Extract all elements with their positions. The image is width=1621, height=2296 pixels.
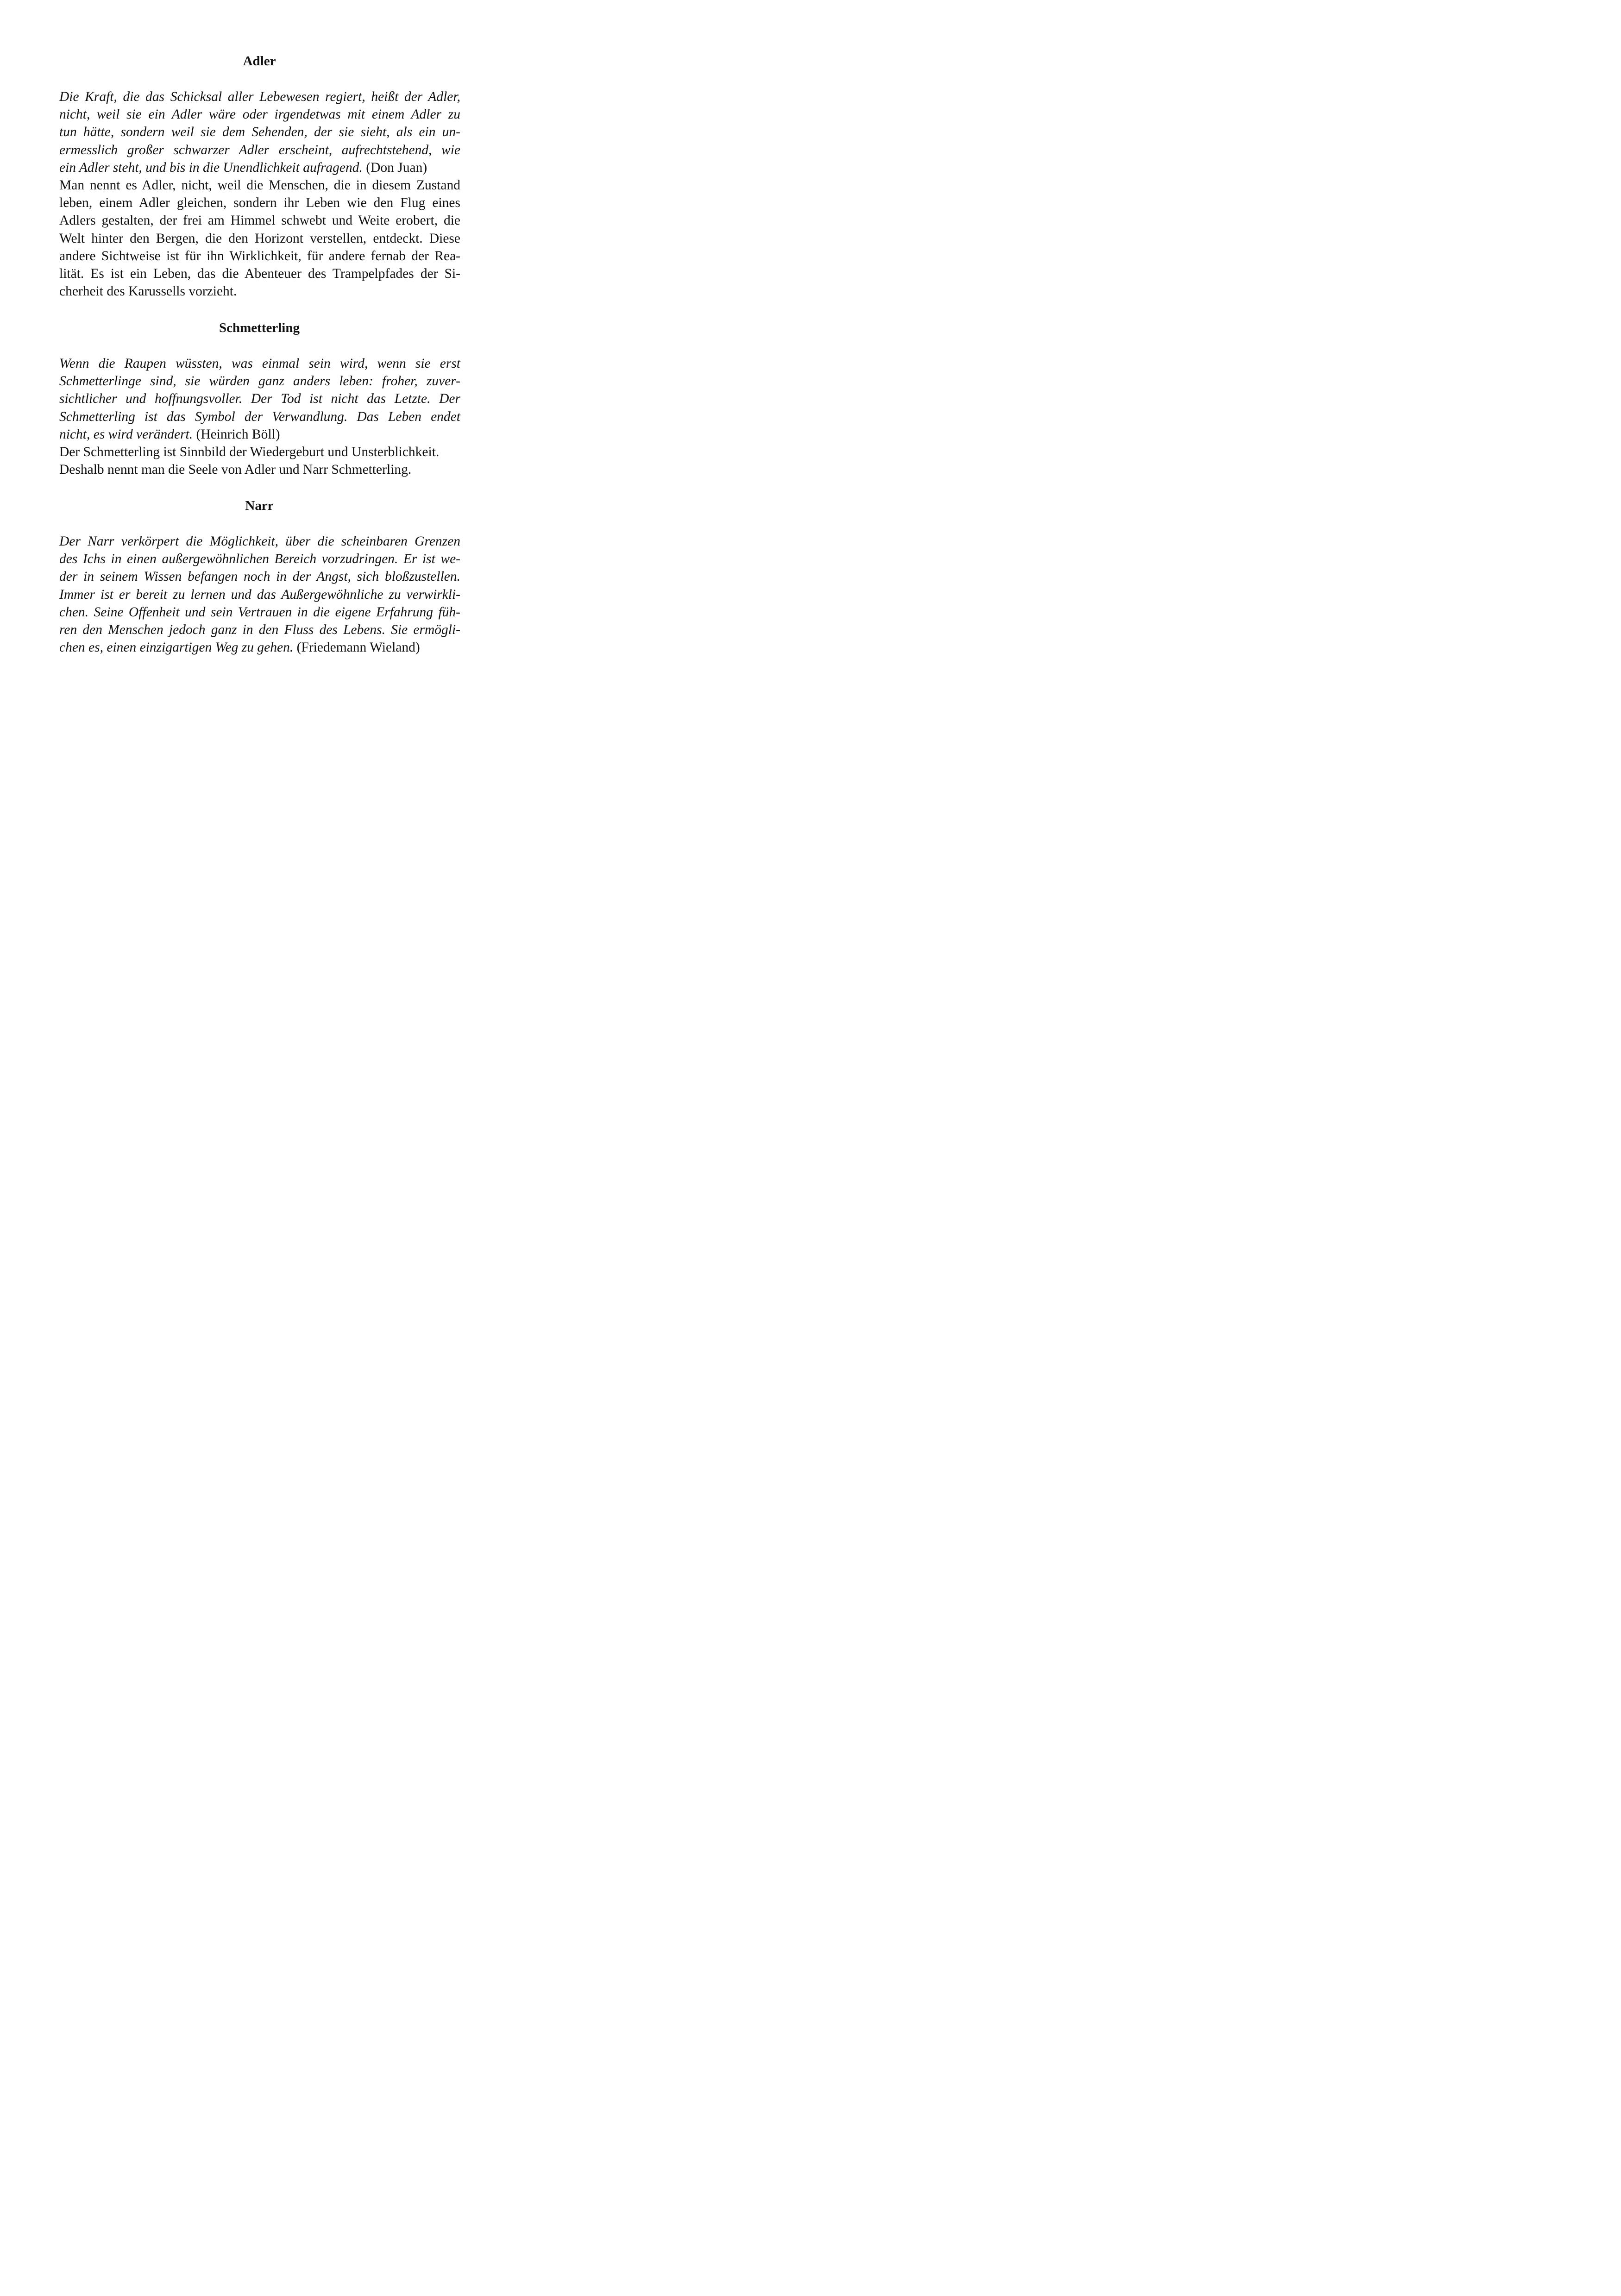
text-line [59, 603, 460, 621]
text-line [59, 265, 460, 282]
quote-text: Schmetterlinge sind, sie würden ganz anders leben: froher, zuver- [59, 374, 460, 389]
section-body-adler [59, 88, 460, 300]
text-line [59, 568, 460, 585]
body-text: Deshalb nennt man die Seele von Adler und Narr Schmetterling. [59, 462, 412, 477]
body-text: andere Sichtweise ist für ihn Wirklichkeit, für andere fernab der Rea- [59, 248, 460, 263]
quote-text: der in seinem Wissen befangen noch in der Angst, sich bloßzustellen. [59, 569, 460, 584]
text-line [59, 194, 460, 212]
text-line [59, 159, 460, 176]
quote-text: Wenn die Raupen wüssten, was einmal sein wird, wenn sie erst [59, 356, 460, 371]
body-text: Man nennt es Adler, nicht, weil die Menschen, die in diesem Zustand [59, 177, 460, 193]
text-line [59, 123, 460, 141]
quote-text: chen. Seine Offenheit und sein Vertrauen in die eigene Erfahrung füh- [59, 604, 460, 620]
body-text: cherheit des Karussells vorzieht. [59, 284, 237, 299]
quote-text: ein Adler steht, und bis in die Unendlichkeit aufragend. [59, 160, 363, 175]
quote-text: Schmetterling ist das Symbol der Verwandlung. Das Leben endet [59, 409, 460, 424]
quote-text: nicht, weil sie ein Adler wäre oder irgendetwas mit einem Adler zu [59, 107, 460, 122]
text-line [59, 106, 460, 123]
section-heading-adler: Adler [243, 54, 276, 69]
text-line [59, 141, 460, 159]
text-line [59, 461, 460, 478]
text-line [59, 355, 460, 372]
text-line [59, 426, 460, 443]
text-line [59, 408, 460, 426]
text-line [59, 88, 460, 106]
body-text: (Friedemann Wieland) [293, 640, 420, 655]
text-line [59, 372, 460, 390]
text-line [59, 550, 460, 568]
section-heading-narr: Narr [245, 498, 274, 513]
body-text: Der Schmetterling ist Sinnbild der Wiedergeburt und Unsterblichkeit. [59, 444, 440, 459]
text-line [59, 282, 460, 300]
quote-text: Immer ist er bereit zu lernen und das Außergewöhnliche zu verwirkli- [59, 587, 460, 602]
text-line [59, 586, 460, 603]
text-line [59, 443, 460, 461]
quote-text: ermesslich großer schwarzer Adler erscheint, aufrechtstehend, wie [59, 142, 460, 157]
text-line [59, 212, 460, 229]
quote-text: des Ichs in einen außergewöhnlichen Bereich vorzudringen. Er ist we- [59, 552, 460, 567]
text-line [59, 176, 460, 194]
text-line [59, 230, 460, 247]
quote-text: ren den Menschen jedoch ganz in den Fluss des Lebens. Sie ermögli- [59, 622, 460, 637]
text-line [59, 533, 460, 550]
quote-text: Der Narr verkörpert die Möglichkeit, über die scheinbaren Grenzen [59, 534, 460, 549]
section-heading-schmetterling: Schmetterling [219, 320, 300, 335]
body-text: Adlers gestalten, der frei am Himmel schwebt und Weite erobert, die [59, 213, 460, 228]
quote-text: nicht, es wird verändert. [59, 427, 193, 442]
quote-text: tun hätte, sondern weil sie dem Sehenden, der sie sieht, als ein un- [59, 125, 460, 140]
text-line [59, 390, 460, 408]
text-line [59, 247, 460, 265]
section-body-schmetterling [59, 355, 460, 478]
body-text: Welt hinter den Bergen, die den Horizont verstellen, entdeckt. Diese [59, 231, 460, 246]
body-text: (Don Juan) [362, 160, 427, 175]
document-page [0, 0, 510, 723]
text-line [59, 639, 460, 656]
body-text: lität. Es ist ein Leben, das die Abenteuer des Trampelpfades der Si- [59, 266, 460, 281]
text-line [59, 621, 460, 639]
quote-text: Die Kraft, die das Schicksal aller Lebewesen regiert, heißt der Adler, [59, 89, 460, 104]
section-body-narr [59, 533, 460, 656]
body-text: leben, einem Adler gleichen, sondern ihr Leben wie den Flug eines [59, 195, 460, 211]
quote-text: chen es, einen einzigartigen Weg zu gehen. [59, 640, 294, 655]
quote-text: sichtlicher und hoffnungsvoller. Der Tod ist nicht das Letzte. Der [59, 391, 460, 407]
body-text: (Heinrich Böll) [193, 427, 280, 442]
